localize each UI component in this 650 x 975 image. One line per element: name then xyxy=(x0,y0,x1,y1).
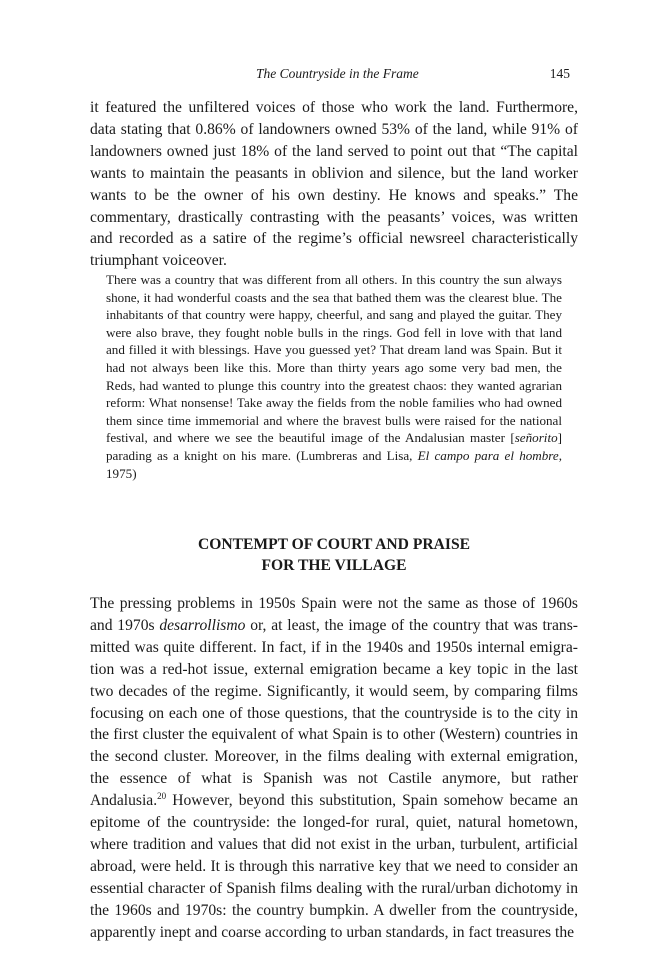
page-number: 145 xyxy=(549,66,570,81)
quote-text: ] parading as a knight on his mare. (Lumbreras and Lisa, xyxy=(106,430,562,463)
footnote-reference[interactable]: 20 xyxy=(157,790,167,801)
section-heading-line: CONTEMPT OF COURT AND PRAISE xyxy=(197,536,471,553)
running-header xyxy=(0,66,650,86)
paragraph-text: However, beyond this substitution, Spain somehow became an epitome of the countryside: the longed-for rural, quiet, natural hometown, where tradition and values that did not exist in the urban, turbulent, artificial abroad, were held. It is through this narrative key that we need to consider an essential character of Spanish films dealing with the rural/urban dichotomy in the 1960s and 1970s: the country bumpkin. A dweller from the countryside, apparently inept and coarse according to urban standards, in fact treasures the xyxy=(90,792,578,941)
section-heading xyxy=(90,535,578,576)
quote-citation-title: El campo para el hombre xyxy=(417,447,559,463)
paragraph-text: The pressing problems in 1950s Spain were not the same as those of 1960s and 1970s xyxy=(90,595,578,634)
body-paragraph-1: it featured the unfiltered voices of those who work the land. Furthermore, data stating that 0.86% of landowners owned 53% of the land, while 91% of landowners owned just 18% of the land served to point out that “The capital wants to maintain the peasants in oblivion and silence, but the land worker wants to be the owner of his own destiny. He knows and speaks.” The commentary, drastically contrasting with the peasants’ voices, was written and recorded as a satire of the regime’s official newsreel characteristically triumphant voiceover. xyxy=(90,99,578,270)
quote-italic-term: señorito xyxy=(514,430,558,446)
section-heading-line: FOR THE VILLAGE xyxy=(261,556,407,574)
body-paragraph-2 xyxy=(90,593,578,944)
block-quote xyxy=(106,271,562,482)
paragraph-italic-term: desarrollismo xyxy=(159,616,246,634)
paragraph-text: or, at least, the image of the country that was transmitted was quite different. In fact, if in the 1940s and 1950s internal emigration was a red-hot issue, external emigration became a key topic in the last two decades of the regime. Significantly, it would seem, by comparing films focusing on each one of those questions, that the countryside is to the city in the first cluster the equivalent of what Spain is to other (Western) countries in the second cluster. Moreover, in the films dealing with external emigration, the essence of what is Spanish was not Castile anymore, but rather Andalusia. xyxy=(90,616,578,810)
running-title: The Countryside in the Frame xyxy=(256,66,419,81)
quote-text: , 1975) xyxy=(106,447,563,481)
quote-text: There was a country that was different from all others. In this country the sun always shone, it had wonderful coasts and the sea that bathed them was the clearest blue. The inhabitants of that country were happy, cheerful, and sang and played the guitar. They were also brave, they fought noble bulls in the rings. God fell in love with that land and filled it with blessings. Have you guessed yet? That dream land was Spain. But it had not always been like this. More than thirty years ago some very bad men, the Reds, had wanted to plunge this country into the greatest chaos: they wanted agrarian reform: What nonsense! Take away the fields from the noble families who had owned them since time immemorial and where the bravest bulls were raised for the national festival, and where we see the beautiful image of the Andalusian master [ xyxy=(106,272,562,446)
